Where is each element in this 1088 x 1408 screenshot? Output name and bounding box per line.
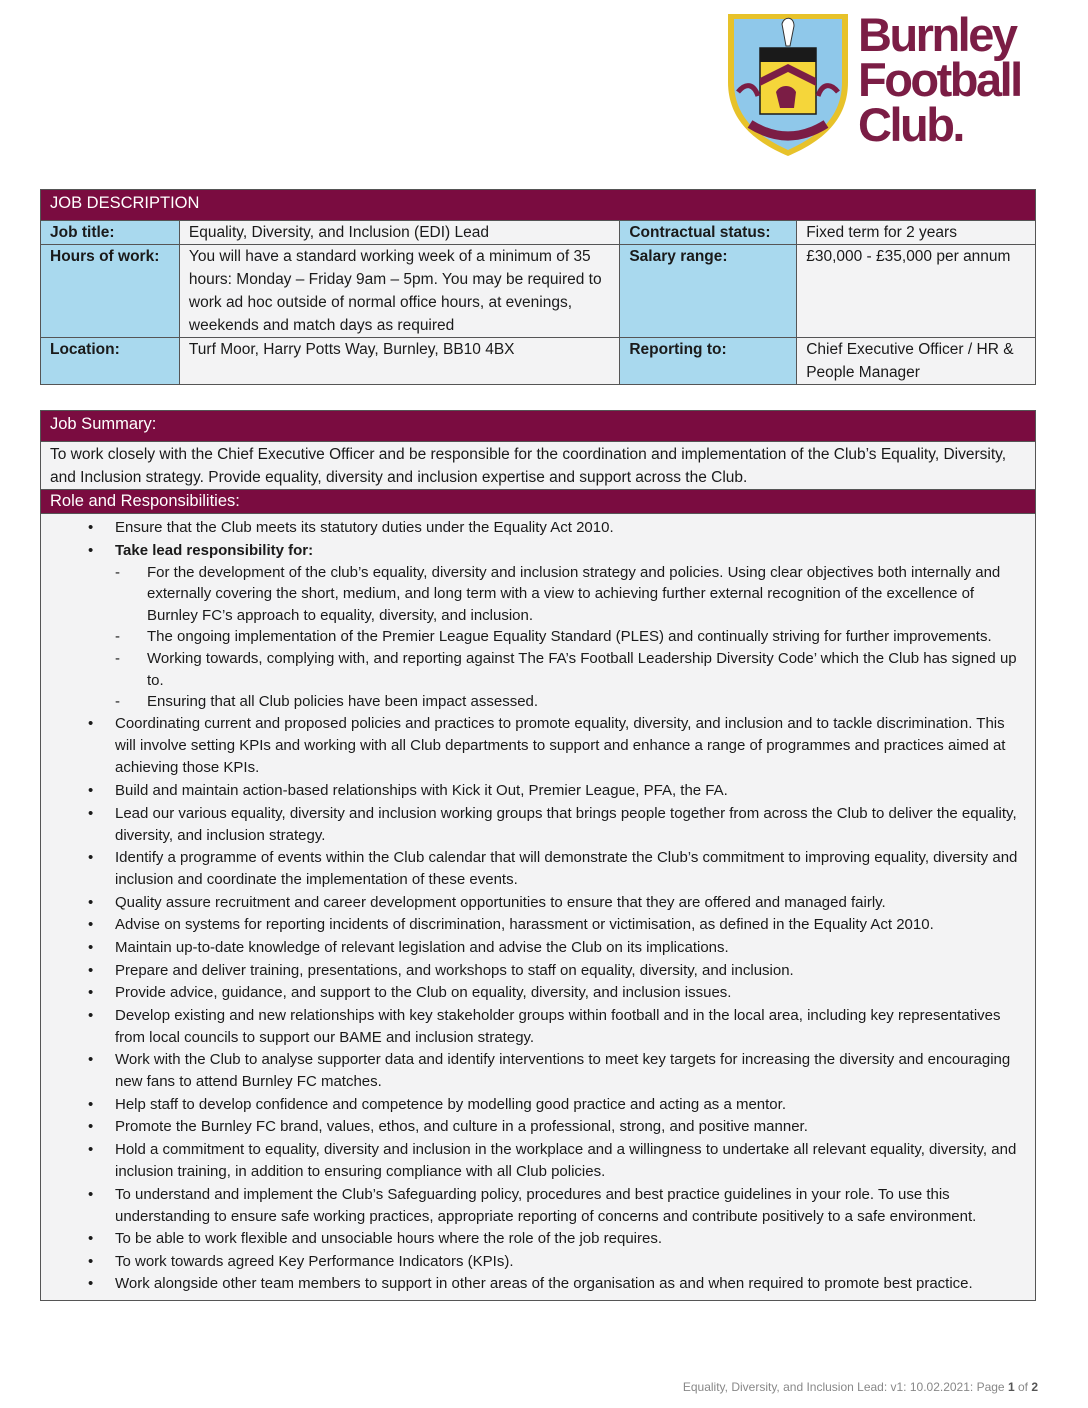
footer-text: Equality, Diversity, and Inclusion Lead: v1: 10.02.2021: Page [682, 1380, 1008, 1394]
list-item: • Coordinating current and proposed policies and practices to promote equality, diversity, and inclusion and to tackle discrimination. This will involve setting KPIs and working with all Club departments to support and enhance a range of programmes and practices aimed at achieving those KPIs. [50, 713, 1026, 779]
footer-page-number: 1 [1007, 1380, 1015, 1394]
responsibilities-list [50, 517, 1026, 1295]
list-item: • Advise on systems for reporting incidents of discrimination, harassment or victimisation, as defined in the Equality Act 2010. [50, 914, 1026, 936]
reporting-label: Reporting to: [620, 338, 797, 385]
location-value: Turf Moor, Harry Potts Way, Burnley, BB10 4BX [179, 338, 619, 385]
sub-list-item: - The ongoing implementation of the Premier League Equality Standard (PLES) and continually striving for further improvements. [115, 626, 1026, 648]
list-item: • Identify a programme of events within the Club calendar that will demonstrate the Club’s commitment to improving equality, diversity and inclusion and coordinate the implementation of these events. [50, 847, 1026, 891]
list-item: • Maintain up-to-date knowledge of relevant legislation and advise the Club on its implications. [50, 937, 1026, 959]
club-crest-icon [724, 12, 852, 158]
brand-wordmark [858, 8, 1021, 151]
contractual-status-value: Fixed term for 2 years [797, 221, 1036, 245]
list-item: • Prepare and deliver training, presentations, and workshops to staff on equality, diversity, and inclusion. [50, 960, 1026, 982]
list-item: • Lead our various equality, diversity and inclusion working groups that brings people together from across the Club to deliver the equality, diversity, and inclusion strategy. [50, 803, 1026, 847]
brand-line-1: Burnley [858, 8, 1016, 61]
list-item: • Work alongside other team members to support in other areas of the organisation as and when required to promote best practice. [50, 1273, 1026, 1295]
hours-value: You will have a standard working week of a minimum of 35 hours: Monday – Friday 9am – 5pm. You may be required to work ad hoc outside of normal office hours, at evenings, weekends and match days as required [179, 245, 619, 338]
reporting-value: Chief Executive Officer / HR & People Manager [797, 338, 1036, 385]
job-title-value: Equality, Diversity, and Inclusion (EDI) Lead [179, 221, 619, 245]
list-item: • Work with the Club to analyse supporter data and identify interventions to meet key targets for increasing the diversity and encouraging new fans to attend Burnley FC matches. [50, 1049, 1026, 1093]
list-item: • Hold a commitment to equality, diversity and inclusion in the workplace and a willingness to undertake all relevant equality, diversity, and inclusion training, in addition to ensuring compliance with all Club policies. [50, 1139, 1026, 1183]
salary-value: £30,000 - £35,000 per annum [797, 245, 1036, 338]
job-title-label: Job title: [41, 221, 180, 245]
roles-body [41, 514, 1036, 1301]
list-item: • To be able to work flexible and unsociable hours where the role of the job requires. [50, 1228, 1026, 1250]
job-summary-text: To work closely with the Chief Executive Officer and be responsible for the coordination and implementation of the Club’s Equality, Diversity, and Inclusion strategy. Provide equality, diversity and inclusion expertise and support across the Club. [41, 442, 1036, 490]
job-description-table [40, 189, 1036, 385]
list-item: • Promote the Burnley FC brand, values, ethos, and culture in a professional, strong, and positive manner. [50, 1116, 1026, 1138]
job-summary-table [40, 410, 1036, 1301]
sub-list-item: - Ensuring that all Club policies have been impact assessed. [115, 691, 1026, 713]
list-item: • Ensure that the Club meets its statutory duties under the Equality Act 2010. [50, 517, 1026, 539]
sub-list-item: - Working towards, complying with, and reporting against The FA’s Football Leadership Diversity Code’ which the Club has signed up to. [115, 648, 1026, 691]
club-logo [722, 8, 1052, 162]
hours-label: Hours of work: [41, 245, 180, 338]
footer-of: of [1014, 1380, 1032, 1394]
roles-header: Role and Responsibilities: [41, 490, 1036, 514]
list-item [50, 540, 1026, 713]
footer-page-total: 2 [1031, 1380, 1038, 1394]
salary-label: Salary range: [620, 245, 797, 338]
lead-responsibility-heading: Take lead responsibility for: [115, 541, 314, 559]
sub-list-item: - For the development of the club’s equality, diversity and inclusion strategy and policies. Using clear objectives both internally and externally covering the short, medium, and long term with a view to achieving further external recognition of the excellence of Burnley FC’s approach to equality, diversity, and inclusion. [115, 562, 1026, 627]
list-item: • Help staff to develop confidence and competence by modelling good practice and acting as a mentor. [50, 1094, 1026, 1116]
location-label: Location: [41, 338, 180, 385]
list-item: • Quality assure recruitment and career development opportunities to ensure that they are offered and managed fairly. [50, 892, 1026, 914]
brand-line-3: Club. [858, 98, 963, 151]
list-item: • Develop existing and new relationships with key stakeholder groups within football and in the local area, including key representatives from local councils to support our BAME and inclusion strategy. [50, 1005, 1026, 1049]
list-item: • Build and maintain action-based relationships with Kick it Out, Premier League, PFA, the FA. [50, 780, 1026, 802]
list-item: • To work towards agreed Key Performance Indicators (KPIs). [50, 1251, 1026, 1273]
page-footer [683, 1380, 1038, 1394]
lead-responsibility-sublist [115, 562, 1026, 713]
job-summary-header: Job Summary: [41, 411, 1036, 442]
brand-line-2: Football [858, 53, 1021, 106]
contractual-status-label: Contractual status: [620, 221, 797, 245]
list-item: • To understand and implement the Club’s Safeguarding policy, procedures and best practice guidelines in your role. To use this understanding to ensure safe working practices, appropriate reporting of concerns and contribute positively to a safe environment. [50, 1184, 1026, 1228]
list-item: • Provide advice, guidance, and support to the Club on equality, diversity, and inclusion issues. [50, 982, 1026, 1004]
job-description-header: JOB DESCRIPTION [41, 190, 1036, 221]
